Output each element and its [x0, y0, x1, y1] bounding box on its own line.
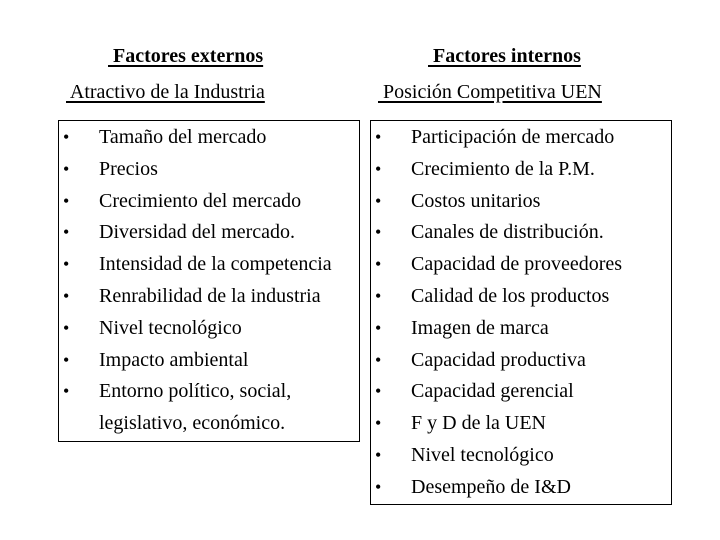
list-item: • Tamaño del mercado [63, 126, 267, 148]
list-item: • Nivel tecnológico [63, 316, 242, 339]
list-item: • Intensidad de la competencia [63, 253, 332, 276]
industry-attractiveness-subheading: Atractivo de la Industria [66, 81, 265, 103]
list-item: • Imagen de marca [375, 316, 549, 339]
internal-factors-heading: Factores internos [428, 45, 581, 67]
list-item: • Canales de distribución. [375, 221, 604, 244]
list-item: • Entorno político, social, legislativo, económico. [63, 380, 292, 435]
external-factors-heading: Factores externos [108, 45, 264, 67]
list-item: • Nivel tecnológico [375, 443, 554, 466]
list-item: • Calidad de los productos [375, 284, 610, 307]
external-factors-box [58, 120, 360, 442]
list-item: • Renrabilidad de la industria [63, 284, 321, 307]
external-factors-list [59, 122, 359, 440]
list-item: • Impacto ambiental [63, 348, 249, 371]
list-item: • Capacidad productiva [375, 348, 586, 371]
list-item: • Capacidad de proveedores [375, 253, 623, 276]
list-item: • Crecimiento de la P.M. [375, 157, 595, 180]
list-item: • Desempeño de I&D [375, 475, 571, 498]
competitive-position-subheading: Posición Competitiva UEN [378, 81, 602, 103]
list-item: • Costos unitarios [375, 189, 541, 212]
list-item: • Capacidad gerencial [375, 380, 574, 403]
internal-factors-list [371, 122, 671, 504]
list-item: • Diversidad del mercado. [63, 221, 296, 244]
list-item: • Precios [63, 157, 158, 180]
list-item: • F y D de la UEN [375, 412, 546, 435]
list-item: • Participación de mercado [375, 126, 615, 148]
list-item: • Crecimiento del mercado [63, 189, 302, 212]
internal-factors-box [370, 120, 672, 505]
